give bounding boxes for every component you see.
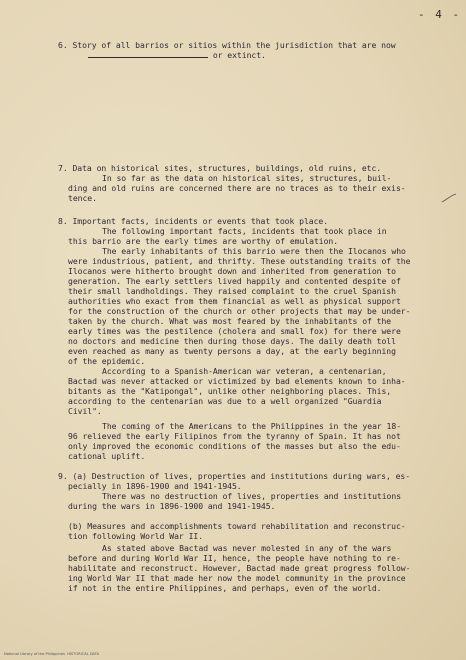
item8-line: this barrio are the early times are worthy of emulation. <box>68 236 339 246</box>
item8-line: according to the centenarian was due to a well organized "Guardia <box>68 396 382 406</box>
item8-line: The early inhabitants of this barrio were then the Ilocanos who <box>102 246 406 256</box>
item8-line: taken by the church. What was most feared by the inhabitants of the <box>68 316 392 326</box>
item7-line: In so far as the data on historical sites, structures, buil- <box>102 173 392 183</box>
item9-line: tion following World War II. <box>68 531 204 541</box>
item8-line: their small landholdings. They raised complaint to the cruel Spanish <box>68 286 396 296</box>
page-number: - 4 - <box>418 8 462 21</box>
item8-line: Ilocanos were hitherto brought down and inherited from generation to <box>68 266 396 276</box>
item9-line: ing World War II that made her now the model community in the province <box>68 573 406 583</box>
item8-line: authorities who exact from them financial as well as physical support <box>68 296 401 306</box>
footer-credit: National Library of the Philippines HISTORICAL DATA <box>4 652 100 656</box>
item7-line: ding and old ruins are concerned there are no traces as to their exis- <box>68 183 406 193</box>
item7-heading: 7. Data on historical sites, structures, buildings, old ruins, etc. <box>58 163 382 173</box>
item8-line: even reached as many as twenty persons a day, at the early beginning <box>68 346 396 356</box>
item8-line: no doctors and medicine then during those days. The daily death toll <box>68 336 396 346</box>
item6-line: 6. Story of all barrios or sitios within the jurisdiction that are now <box>58 40 396 50</box>
item9-line: pecially in 1896-1900 and 1941-1945. <box>68 481 242 491</box>
pencil-mark <box>440 192 458 204</box>
item9-line: during the wars in 1896-1900 and 1941-1945. <box>68 501 276 511</box>
item8-line: generation. The early settlers lived happily and contented despite of <box>68 276 401 286</box>
item8-line: only improved the economic conditions of the masses but also the edu- <box>68 441 401 451</box>
item6-line-continuation <box>88 50 266 60</box>
item7-line: tence. <box>68 193 97 203</box>
item8-line: Bactad was never attacked or victimized by bad elements known to inha- <box>68 376 406 386</box>
item9-line: before and during World War II, hence, the people have nothing to re- <box>68 553 401 563</box>
item8-line: cational uplift. <box>68 451 146 461</box>
item8-line: The following important facts, incidents that took place in <box>102 226 387 236</box>
item8-line: early times was the pestilence (cholera and small fox) for there were <box>68 326 401 336</box>
item8-line: The coming of the Americans to the Philippines in the year 18- <box>102 421 402 431</box>
item8-line: According to a Spanish-American war veteran, a centenarian, <box>102 366 387 376</box>
item9-line: There was no destruction of lives, properties and institutions <box>102 491 402 501</box>
item8-line: for the construction of the church or other projects that may be under- <box>68 306 411 316</box>
item6-suffix: or extinct. <box>208 50 266 60</box>
item9-line: As stated above Bactad was never molested in any of the wars <box>102 543 392 553</box>
item9-heading: 9. (a) Destruction of lives, properties and institutions during wars, es- <box>58 471 411 481</box>
item8-line: bitants as the "Katipongal", unlike other neighboring places. This, <box>68 386 392 396</box>
item9-line: if not in the entire Philippines, and perhaps, even of the world. <box>68 583 382 593</box>
blank-line <box>88 50 208 58</box>
item8-line: were industrious, patient, and thrifty. These outstanding traits of the <box>68 256 411 266</box>
item9-subheading: (b) Measures and accomplishments toward rehabilitation and reconstruc- <box>68 521 406 531</box>
item9-line: habilitate and reconstruct. However, Bactad made great progress follow- <box>68 563 411 573</box>
item8-line: of the epidemic. <box>68 356 146 366</box>
item8-line: Civil". <box>68 406 102 416</box>
item8-heading: 8. Important facts, incidents or events that took place. <box>58 216 329 226</box>
item8-line: 96 relieved the early Filipinos from the tyranny of Spain. It has not <box>68 431 401 441</box>
